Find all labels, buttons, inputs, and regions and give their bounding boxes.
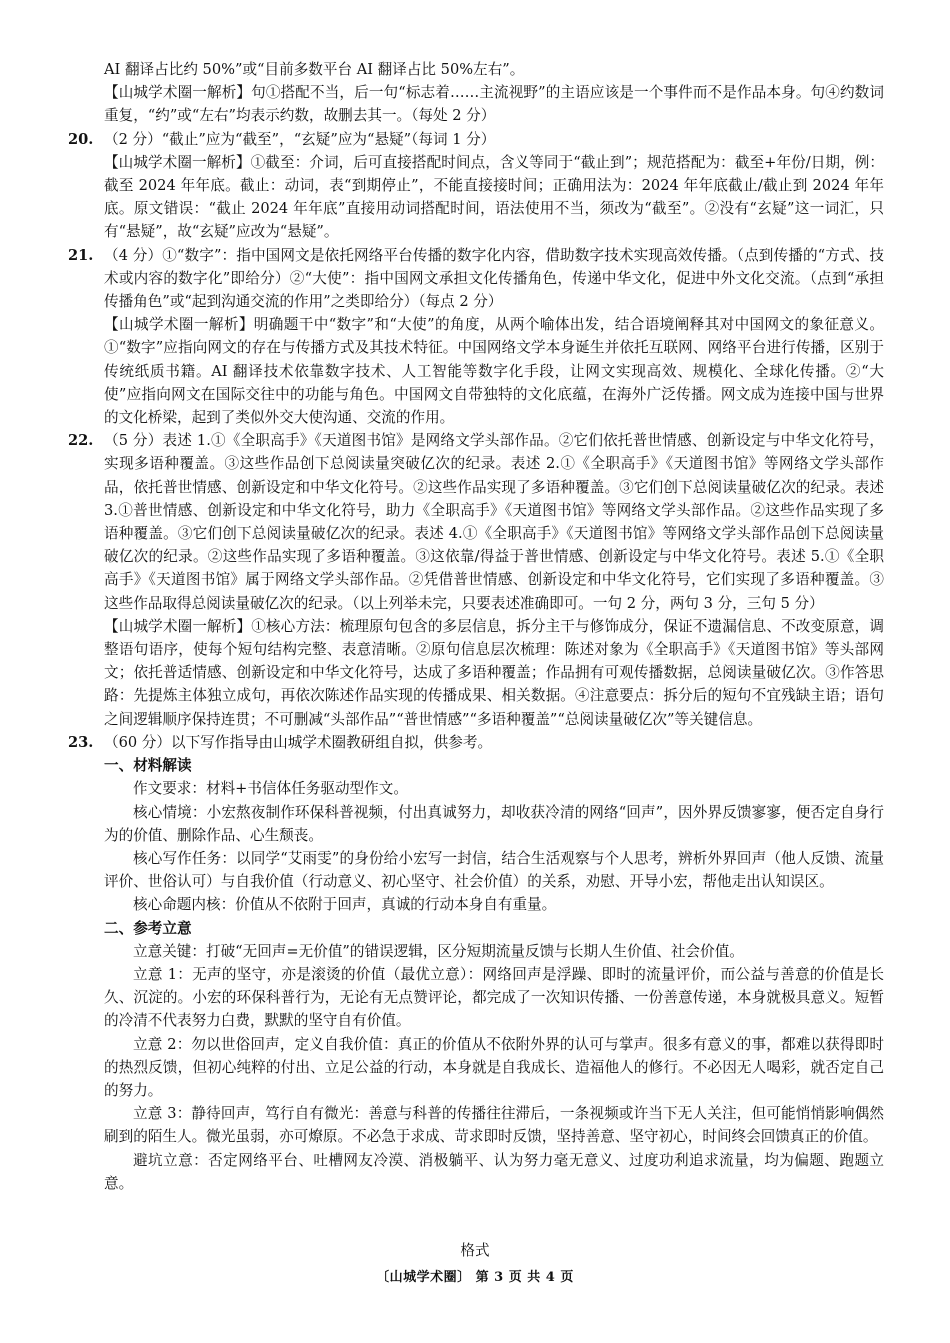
question-number: 22. — [68, 432, 94, 450]
question-number: 23. — [68, 733, 94, 751]
section-heading: 一、材料解读 — [104, 757, 192, 775]
answer-page — [0, 58, 950, 1195]
footer-label: 格式 — [460, 1242, 490, 1259]
page-number: 〔山城学术圈〕 第 3 页 共 4 页 — [376, 1270, 574, 1285]
paragraph: 作文要求：材料+书信体任务驱动型作文。 — [133, 780, 408, 798]
answer-text: （2 分）“截止”应为“截至”，“玄疑”应为“悬疑”（每词 1 分） — [104, 130, 496, 148]
paragraph: 立意 3：静待回声，笃行自有微光：善意与科普的传播往往滞后，一条视频或许当下无人关注，但可能悄悄影响偶然刷到的陌生人。微光虽弱，亦可燎原。不必急于求成、苛求即时反馈，坚持善意、坚守初心，时间终会回馈真正的价值。 — [104, 1105, 884, 1146]
analysis-text: 【山城学术圈一解析】①截至：介词，后可直接搭配时间点，含义等同于“截止到”；规范搭配为：截至+年份/日期，例：截至 2024 年年底。截止：动词，表“到期停止”，不能直接接时间；正确用法为：2024 年年底截止/截止到 2024 年年底。原文错误：“截止 2024 年年底”直接用动词搭配时间，语法使用不当，须改为“截至”。②没有“玄疑”这一词汇，只有“悬疑”，故“玄疑”应改为“悬疑”。 — [104, 153, 884, 241]
paragraph: 立意 1：无声的坚守，亦是滚烫的价值（最优立意）：网络回声是浮躁、即时的流量评价，而公益与善意的价值是长久、沉淀的。小宏的环保科普行为，无论有无点赞评论，都完成了一次知识传播、一份善意传递，本身就极具意义。短暂的冷清不代表努力白费，默默的坚守自有价值。 — [104, 965, 884, 1030]
paragraph: 核心命题内核：价值从不依附于回声，真诚的行动本身自有重量。 — [133, 896, 557, 914]
prev-analysis: 【山城学术圈一解析】句①搭配不当，后一句“标志着……主流视野”的主语应该是一个事件而不是作品本身。句④约数词重复，“约”或“左右”均表示约数，故删去其一。（每处 2 分） — [104, 84, 884, 125]
question-21 — [0, 244, 950, 430]
answer-text: （4 分）①“数字”：指中国网文是依托网络平台传播的数字化内容，借助数字技术实现高效传播。（点到传播的“方式、技术或内容的数字化”即给分）②“大使”：指中国网文承担文化传播角色，传递中华文化，促进中外文化交流。（点到“承担传播角色”或“起到沟通交流的作用”之类即给分）（每点 2 分） — [104, 246, 884, 311]
answer-text: （5 分）表述 1.①《全职高手》《天道图书馆》是网络文学头部作品。②它们依托普世情感、创新设定与中华文化符号，实现多语种覆盖。③这些作品创下总阅读量突破亿次的纪录。表述 2.①《全职高手》《天道图书馆》等网络文学头部作品，依托普世情感、创新设定和中华文化符号。②这些作品实现了多语种覆盖。③它们创下总阅读量破亿次的纪录。表述 3.①普世情感、创新设定和中华文化符号，助力《全职高手》《天道图书馆》等网络文学头部作品。②这些作品实现了多语种覆盖。③它们创下总阅读量破亿次的纪录。表述 4.①《全职高手》《天道图书馆》等网络文学头部作品创下总阅读量破亿次的纪录。②这些作品实现了多语种覆盖。③这依靠/得益于普世情感、创新设定与中华文化符号。表述 5.①《全职高手》《天道图书馆》属于网络文学头部作品。②凭借普世情感、创新设定和中华文化符号，它们实现了多语种覆盖。③这些作品取得总阅读量破亿次的纪录。（以上列举未完，只要表述准确即可。一句 2 分，两句 3 分，三句 5 分） — [104, 432, 884, 612]
analysis-text: 【山城学术圈一解析】明确题干中“数字”和“大使”的角度，从两个喻体出发，结合语境阐释其对中国网文的象征意义。①“数字”应指向网文的存在与传播方式及其技术特征。中国网络文学本身诞生并依托互联网、网络平台进行传播，区别于传统纸质书籍。AI 翻译技术依靠数字技术、人工智能等数字化手段，让网文实现高效、规模化、全球化传播。②“大使”应指向网文在国际交往中的功能与角色。中国网文自带独特的文化底蕴，在海外广泛传播。网文成为连接中国与世界的文化桥梁，起到了类似外交大使沟通、交流的作用。 — [104, 316, 884, 427]
paragraph: 避坑立意：否定网络平台、吐槽网友冷漠、消极躺平、认为努力毫无意义、过度功利追求流量，均为偏题、跑题立意。 — [104, 1151, 884, 1192]
paragraph: 立意 2：勿以世俗回声，定义自我价值：真正的价值从不依附外界的认可与掌声。很多有意义的事，都难以获得即时的热烈反馈，但初心纯粹的付出、立足公益的行动，本身就是自我成长、造福他人的修行。不必因无人喝彩，就否定自己的努力。 — [104, 1035, 884, 1099]
question-20 — [0, 128, 950, 244]
question-22 — [0, 429, 950, 731]
prev-answer-tail: AI 翻译占比约 50%”或“目前多数平台 AI 翻译占比 50%左右”。 — [104, 61, 525, 78]
question-23 — [0, 731, 950, 1195]
paragraph: 核心写作任务：以同学“艾雨雯”的身份给小宏写一封信，结合生活观察与个人思考，辨析外界回声（他人反馈、流量评价、世俗认可）与自我价值（行动意义、初心坚守、社会价值）的关系，劝慰、开导小宏，帮他走出认知误区。 — [104, 849, 884, 891]
analysis-text: 【山城学术圈一解析】①核心方法：梳理原句包含的多层信息，拆分主干与修饰成分，保证不遗漏信息、不改变原意，调整语句语序，使每个短句结构完整、表意清晰。②原句信息层次梳理：陈述对象为《全职高手》《天道图书馆》等头部网文；依托普适情感、创新设定和中华文化符号，达成了多语种覆盖；作品拥有可观传播数据，总阅读量破亿次。③作答思路：先提炼主体独立成句，再依次陈述作品实现的传播成果、相关数据。④注意要点：拆分后的短句不宜残缺主语；语句之间逻辑顺序保持连贯；不可删减“头部作品”“普世情感”“多语种覆盖”“总阅读量破亿次”等关键信息。 — [104, 617, 884, 728]
question-number: 20. — [68, 130, 94, 148]
section-heading: 二、参考立意 — [104, 919, 192, 937]
intro-text: （60 分）以下写作指导由山城学术圈教研组自拟，供参考。 — [104, 733, 493, 751]
question-number: 21. — [68, 246, 94, 264]
paragraph: 核心情境：小宏熬夜制作环保科普视频，付出真诚努力，却收获冷清的网络“回声”，因外界反馈寥寥，便否定自身行为的价值、删除作品、心生颓丧。 — [104, 803, 884, 844]
paragraph: 立意关键：打破“无回声=无价值”的错误逻辑，区分短期流量反馈与长期人生价值、社会价值。 — [133, 942, 744, 960]
